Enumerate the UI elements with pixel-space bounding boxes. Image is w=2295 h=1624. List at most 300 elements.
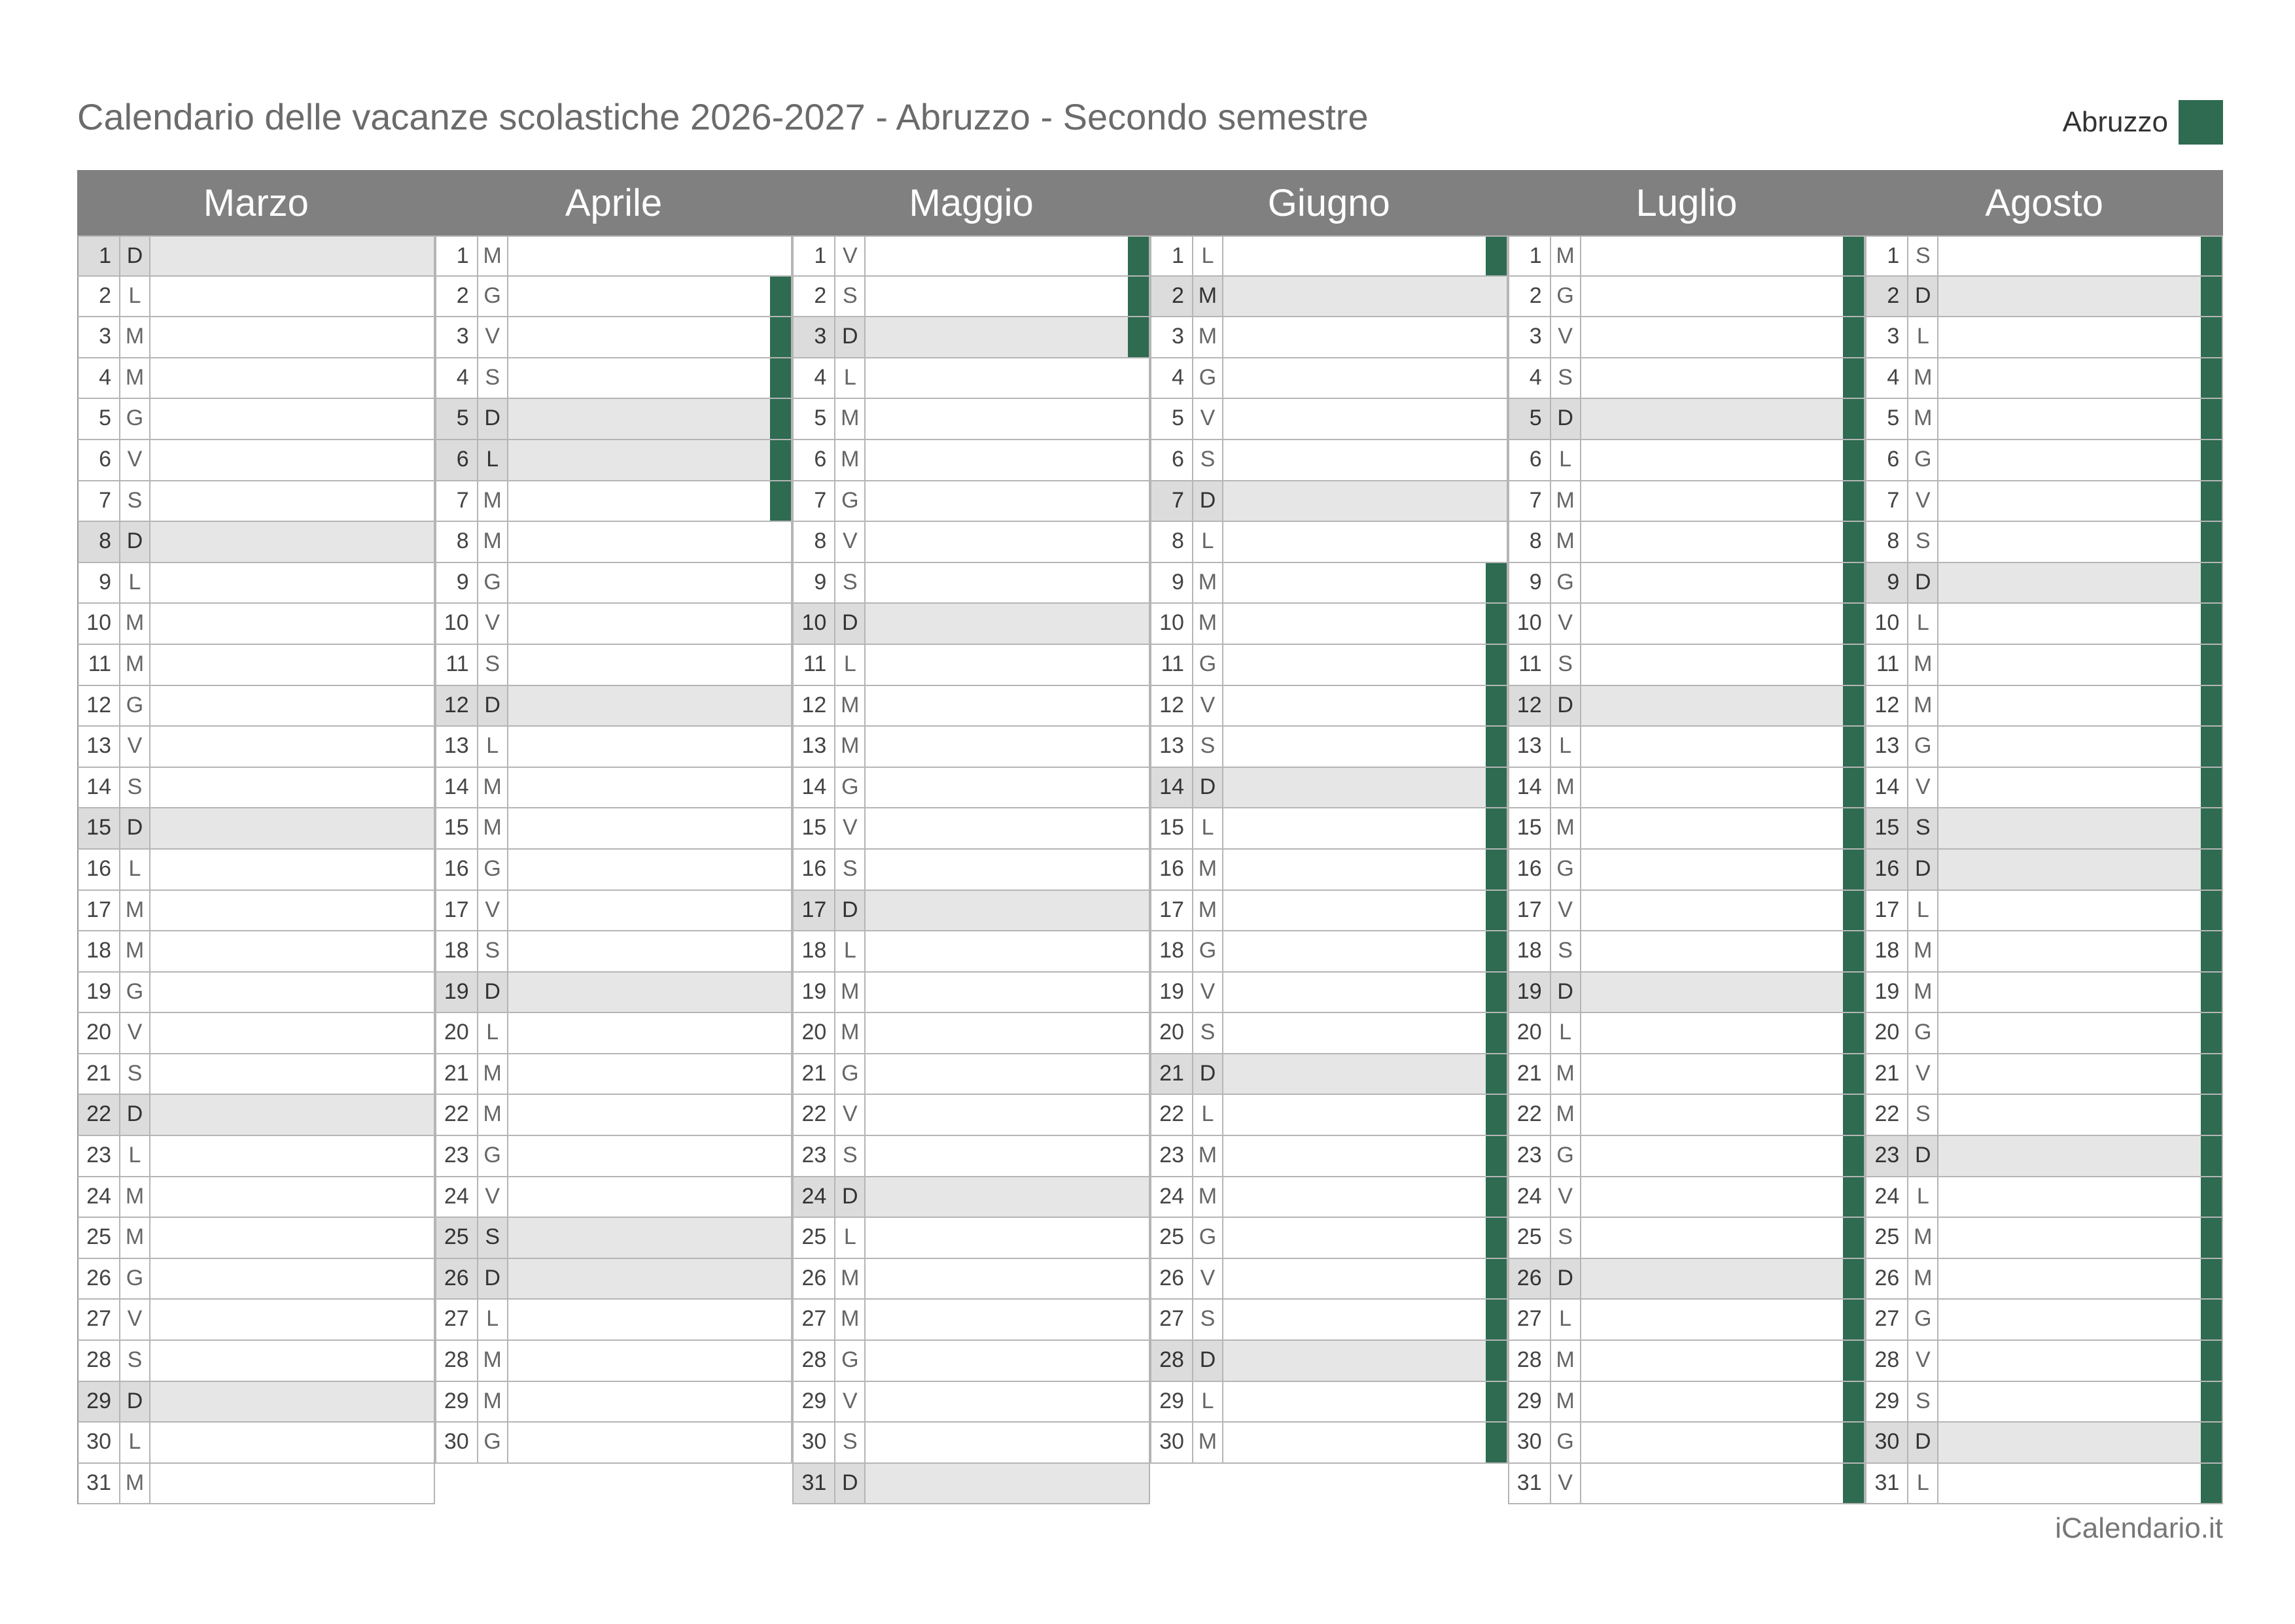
day-number: 30 <box>436 1423 478 1462</box>
day-number: 16 <box>436 850 478 890</box>
weekday-letter: D <box>835 317 866 357</box>
day-row <box>792 1013 1150 1054</box>
vacation-marker <box>1581 1341 1865 1381</box>
day-number: 4 <box>79 358 120 398</box>
day-cell <box>866 1382 1149 1422</box>
weekday-letter: V <box>1193 686 1223 726</box>
weekday-letter: V <box>1551 604 1581 644</box>
weekday-letter: M <box>1193 604 1223 644</box>
day-row <box>77 686 435 727</box>
month-agosto <box>1865 170 2223 1504</box>
day-number: 2 <box>436 277 478 317</box>
day-row <box>435 931 793 973</box>
day-row <box>1150 563 1508 604</box>
day-number: 29 <box>1509 1382 1551 1422</box>
day-number: 6 <box>436 440 478 480</box>
weekday-letter: S <box>478 358 508 398</box>
day-row <box>1150 1423 1508 1464</box>
day-cell <box>150 522 434 562</box>
day-row <box>1508 1136 1866 1177</box>
day-row <box>792 1218 1150 1259</box>
vacation-marker <box>1223 604 1507 644</box>
weekday-letter: S <box>120 1054 150 1094</box>
day-cell <box>508 891 792 931</box>
vacation-marker <box>1223 1013 1507 1053</box>
weekday-letter: D <box>478 1259 508 1299</box>
vacation-marker <box>1938 768 2222 808</box>
weekday-letter: S <box>1193 727 1223 767</box>
weekday-letter: G <box>1908 727 1938 767</box>
day-number: 17 <box>1151 891 1193 931</box>
day-number: 19 <box>1509 973 1551 1012</box>
day-row <box>1508 317 1866 358</box>
day-number: 13 <box>436 727 478 767</box>
vacation-marker <box>1581 931 1865 971</box>
day-row <box>77 931 435 973</box>
day-row <box>1508 440 1866 481</box>
weekday-letter: M <box>478 1341 508 1381</box>
weekday-letter: L <box>1193 237 1223 275</box>
day-row <box>1865 931 2223 973</box>
day-number: 28 <box>1866 1341 1908 1381</box>
day-row <box>1150 1300 1508 1341</box>
day-number: 8 <box>794 522 835 562</box>
weekday-letter: D <box>120 522 150 562</box>
vacation-marker <box>1223 1423 1507 1462</box>
day-number: 7 <box>1151 481 1193 521</box>
month-header: Luglio <box>1508 170 1866 235</box>
day-number: 17 <box>1509 891 1551 931</box>
day-number: 4 <box>1866 358 1908 398</box>
day-number: 15 <box>1866 808 1908 848</box>
weekday-letter: S <box>1193 440 1223 480</box>
day-row <box>1150 727 1508 768</box>
weekday-letter: M <box>120 1177 150 1217</box>
weekday-letter: S <box>1551 358 1581 398</box>
day-row <box>77 1136 435 1177</box>
day-cell <box>866 850 1149 890</box>
weekday-letter: M <box>835 1013 866 1053</box>
day-number: 25 <box>1151 1218 1193 1258</box>
day-number: 20 <box>79 1013 120 1053</box>
weekday-letter: M <box>120 604 150 644</box>
vacation-marker <box>508 481 792 521</box>
day-number: 11 <box>1151 645 1193 685</box>
day-cell <box>866 768 1149 808</box>
vacation-marker <box>508 277 792 317</box>
day-number: 9 <box>1866 563 1908 603</box>
weekday-letter: V <box>1193 1259 1223 1299</box>
day-number: 1 <box>794 237 835 275</box>
weekday-letter: G <box>835 1054 866 1094</box>
day-number: 16 <box>79 850 120 890</box>
day-row <box>1150 277 1508 318</box>
vacation-marker <box>1223 1341 1507 1381</box>
day-cell <box>866 1218 1149 1258</box>
vacation-marker <box>1581 1464 1865 1504</box>
weekday-letter: D <box>1193 481 1223 521</box>
day-number: 19 <box>436 973 478 1012</box>
day-row <box>77 1423 435 1464</box>
day-row <box>435 1423 793 1464</box>
day-row <box>1508 277 1866 318</box>
day-row <box>77 808 435 850</box>
day-number: 18 <box>1866 931 1908 971</box>
day-row <box>792 850 1150 891</box>
day-cell <box>150 1259 434 1299</box>
day-cell <box>508 563 792 603</box>
day-row <box>1508 768 1866 809</box>
vacation-marker <box>1938 1300 2222 1339</box>
day-cell <box>508 1300 792 1339</box>
day-number: 18 <box>436 931 478 971</box>
day-number: 15 <box>1509 808 1551 848</box>
weekday-letter: G <box>1551 277 1581 317</box>
day-cell <box>866 1464 1149 1504</box>
day-cell <box>508 1341 792 1381</box>
day-row <box>1508 1341 1866 1382</box>
day-cell <box>866 522 1149 562</box>
vacation-marker <box>1938 850 2222 890</box>
weekday-letter: M <box>1193 317 1223 357</box>
vacation-marker <box>508 358 792 398</box>
weekday-letter: S <box>1908 237 1938 275</box>
weekday-letter: M <box>120 931 150 971</box>
day-row <box>792 686 1150 727</box>
weekday-letter: L <box>478 1013 508 1053</box>
day-number: 25 <box>1866 1218 1908 1258</box>
vacation-marker <box>508 317 792 357</box>
day-cell <box>150 850 434 890</box>
day-row <box>1865 358 2223 400</box>
weekday-letter: M <box>1908 973 1938 1012</box>
day-number: 16 <box>1509 850 1551 890</box>
vacation-marker <box>866 277 1149 317</box>
day-row <box>435 1013 793 1054</box>
day-number: 5 <box>79 399 120 439</box>
day-row <box>1865 440 2223 481</box>
weekday-letter: M <box>1551 768 1581 808</box>
weekday-letter: M <box>835 399 866 439</box>
day-row <box>1150 1341 1508 1382</box>
day-number: 24 <box>1509 1177 1551 1217</box>
weekday-letter: M <box>478 1054 508 1094</box>
day-cell <box>508 1423 792 1462</box>
day-row <box>77 358 435 400</box>
day-cell <box>1223 358 1507 398</box>
day-row <box>435 1259 793 1300</box>
day-row <box>435 1136 793 1177</box>
calendar-grid <box>77 170 2223 1504</box>
day-row <box>1865 1300 2223 1341</box>
weekday-letter: V <box>120 440 150 480</box>
day-cell <box>150 973 434 1012</box>
vacation-marker <box>1938 1095 2222 1135</box>
day-row <box>1150 768 1508 809</box>
weekday-letter: M <box>1908 1218 1938 1258</box>
weekday-letter: M <box>478 1382 508 1422</box>
day-row <box>1865 1341 2223 1382</box>
day-cell <box>508 768 792 808</box>
weekday-letter: G <box>1551 850 1581 890</box>
day-number: 12 <box>1866 686 1908 726</box>
day-number: 24 <box>794 1177 835 1217</box>
day-cell <box>508 522 792 562</box>
day-row <box>792 1341 1150 1382</box>
day-row <box>1508 604 1866 645</box>
day-number: 18 <box>794 931 835 971</box>
vacation-marker <box>1938 973 2222 1012</box>
day-number: 13 <box>1151 727 1193 767</box>
day-number: 3 <box>1151 317 1193 357</box>
vacation-marker <box>1938 1382 2222 1422</box>
weekday-letter: L <box>1551 440 1581 480</box>
vacation-marker <box>1223 1300 1507 1339</box>
day-row <box>435 1218 793 1259</box>
day-cell <box>508 1218 792 1258</box>
weekday-letter: D <box>1908 1423 1938 1462</box>
day-cell <box>866 1177 1149 1217</box>
weekday-letter: V <box>1551 1464 1581 1504</box>
day-row <box>77 1341 435 1382</box>
vacation-marker <box>1581 604 1865 644</box>
day-number: 8 <box>1866 522 1908 562</box>
weekday-letter: V <box>1551 317 1581 357</box>
day-row <box>1508 1177 1866 1218</box>
day-number: 26 <box>1151 1259 1193 1299</box>
weekday-letter: L <box>835 645 866 685</box>
day-cell <box>150 768 434 808</box>
day-number: 19 <box>79 973 120 1012</box>
vacation-marker <box>1223 973 1507 1012</box>
day-cell <box>150 317 434 357</box>
weekday-letter: M <box>120 645 150 685</box>
vacation-marker <box>1938 1341 2222 1381</box>
day-cell <box>866 931 1149 971</box>
weekday-letter: M <box>1193 891 1223 931</box>
weekday-letter: M <box>1193 1423 1223 1462</box>
day-row <box>1865 522 2223 563</box>
vacation-marker <box>1223 1259 1507 1299</box>
day-cell <box>150 931 434 971</box>
weekday-letter: S <box>1551 645 1581 685</box>
vacation-marker <box>508 399 792 439</box>
vacation-marker <box>1938 645 2222 685</box>
day-number: 24 <box>1151 1177 1193 1217</box>
day-row <box>1865 1177 2223 1218</box>
weekday-letter: S <box>835 850 866 890</box>
weekday-letter: M <box>1551 1341 1581 1381</box>
vacation-marker <box>1938 1259 2222 1299</box>
day-number: 30 <box>794 1423 835 1462</box>
weekday-letter: M <box>1908 399 1938 439</box>
weekday-letter: M <box>835 686 866 726</box>
vacation-marker <box>1223 1382 1507 1422</box>
day-row <box>77 563 435 604</box>
vacation-marker <box>1223 1218 1507 1258</box>
day-number: 7 <box>1509 481 1551 521</box>
day-number: 29 <box>794 1382 835 1422</box>
weekday-letter: V <box>1908 768 1938 808</box>
day-cell <box>150 1177 434 1217</box>
vacation-marker <box>1223 768 1507 808</box>
weekday-letter: D <box>120 237 150 275</box>
weekday-letter: V <box>1193 973 1223 1012</box>
day-row <box>435 563 793 604</box>
day-cell <box>1223 277 1507 317</box>
weekday-letter: L <box>120 850 150 890</box>
day-cell <box>150 481 434 521</box>
day-cell <box>508 1177 792 1217</box>
day-row <box>77 1300 435 1341</box>
weekday-letter: D <box>120 1095 150 1135</box>
day-number: 14 <box>1151 768 1193 808</box>
day-number: 26 <box>436 1259 478 1299</box>
day-number: 1 <box>1151 237 1193 275</box>
day-number: 8 <box>79 522 120 562</box>
day-number: 22 <box>1866 1095 1908 1135</box>
day-number: 31 <box>1866 1464 1908 1504</box>
day-row <box>77 481 435 523</box>
day-cell <box>508 686 792 726</box>
vacation-marker <box>1581 686 1865 726</box>
weekday-letter: L <box>1551 1300 1581 1339</box>
weekday-letter: D <box>835 604 866 644</box>
weekday-letter: G <box>120 973 150 1012</box>
weekday-letter: V <box>478 604 508 644</box>
weekday-letter: D <box>1551 686 1581 726</box>
day-row <box>1508 1300 1866 1341</box>
day-number: 28 <box>79 1341 120 1381</box>
day-row <box>435 973 793 1014</box>
month-header: Aprile <box>435 170 793 235</box>
day-row <box>792 1382 1150 1423</box>
legend <box>2063 99 2223 145</box>
day-number: 19 <box>1151 973 1193 1012</box>
day-cell <box>150 1095 434 1135</box>
day-number: 26 <box>79 1259 120 1299</box>
day-number: 18 <box>1151 931 1193 971</box>
weekday-letter: S <box>1908 1095 1938 1135</box>
day-row <box>792 645 1150 686</box>
vacation-marker <box>1938 237 2222 275</box>
vacation-marker <box>1938 604 2222 644</box>
vacation-marker <box>1581 973 1865 1012</box>
day-number: 14 <box>794 768 835 808</box>
weekday-letter: D <box>1908 563 1938 603</box>
day-row <box>1508 686 1866 727</box>
weekday-letter: G <box>835 768 866 808</box>
weekday-letter: V <box>835 808 866 848</box>
weekday-letter: M <box>478 481 508 521</box>
day-cell <box>866 604 1149 644</box>
day-number: 30 <box>79 1423 120 1462</box>
weekday-letter: M <box>1193 850 1223 890</box>
day-row <box>1150 1259 1508 1300</box>
weekday-letter: S <box>1908 522 1938 562</box>
weekday-letter: M <box>1908 686 1938 726</box>
weekday-letter: D <box>120 1382 150 1422</box>
weekday-letter: V <box>1193 399 1223 439</box>
weekday-letter: L <box>120 1136 150 1176</box>
weekday-letter: D <box>835 1177 866 1217</box>
vacation-marker <box>1938 317 2222 357</box>
weekday-letter: L <box>120 277 150 317</box>
day-number: 15 <box>1151 808 1193 848</box>
vacation-marker <box>1223 1177 1507 1217</box>
vacation-marker <box>1938 1177 2222 1217</box>
day-number: 12 <box>79 686 120 726</box>
vacation-marker <box>1938 1423 2222 1462</box>
weekday-letter: D <box>1908 850 1938 890</box>
weekday-letter: D <box>1551 973 1581 1012</box>
day-row <box>1508 808 1866 850</box>
day-number: 31 <box>1509 1464 1551 1504</box>
weekday-letter: S <box>1193 1013 1223 1053</box>
day-cell <box>508 1382 792 1422</box>
day-number: 14 <box>1509 768 1551 808</box>
day-row <box>1150 1136 1508 1177</box>
vacation-marker <box>1581 1259 1865 1299</box>
day-row <box>1508 399 1866 440</box>
weekday-letter: S <box>1908 808 1938 848</box>
day-number: 8 <box>436 522 478 562</box>
day-cell <box>150 563 434 603</box>
vacation-marker <box>866 237 1149 275</box>
day-row <box>792 604 1150 645</box>
day-row <box>1865 1464 2223 1505</box>
day-row <box>77 1382 435 1423</box>
day-number: 20 <box>1509 1013 1551 1053</box>
day-cell <box>1223 481 1507 521</box>
day-number: 22 <box>79 1095 120 1135</box>
day-row <box>435 317 793 358</box>
day-row <box>1865 1382 2223 1423</box>
day-number: 28 <box>436 1341 478 1381</box>
day-cell <box>866 399 1149 439</box>
day-number: 12 <box>794 686 835 726</box>
day-row <box>1150 1095 1508 1136</box>
weekday-letter: G <box>478 277 508 317</box>
weekday-letter: M <box>478 522 508 562</box>
day-cell <box>866 1423 1149 1462</box>
weekday-letter: G <box>1193 931 1223 971</box>
weekday-letter: L <box>1908 1177 1938 1217</box>
day-row <box>1865 399 2223 440</box>
vacation-marker <box>1938 1013 2222 1053</box>
vacation-marker <box>1938 481 2222 521</box>
day-number: 15 <box>794 808 835 848</box>
day-number: 17 <box>1866 891 1908 931</box>
weekday-letter: D <box>1193 768 1223 808</box>
day-number: 11 <box>436 645 478 685</box>
day-row <box>1865 808 2223 850</box>
day-cell <box>508 604 792 644</box>
day-number: 1 <box>1509 237 1551 275</box>
day-row <box>435 808 793 850</box>
day-number: 27 <box>79 1300 120 1339</box>
weekday-letter: S <box>1193 1300 1223 1339</box>
day-cell <box>508 973 792 1012</box>
weekday-letter: L <box>1193 808 1223 848</box>
weekday-letter: S <box>478 1218 508 1258</box>
vacation-marker <box>1581 645 1865 685</box>
day-cell <box>150 1218 434 1258</box>
vacation-marker <box>1581 1423 1865 1462</box>
day-number: 10 <box>1866 604 1908 644</box>
day-row <box>1865 235 2223 277</box>
day-row <box>1865 1259 2223 1300</box>
